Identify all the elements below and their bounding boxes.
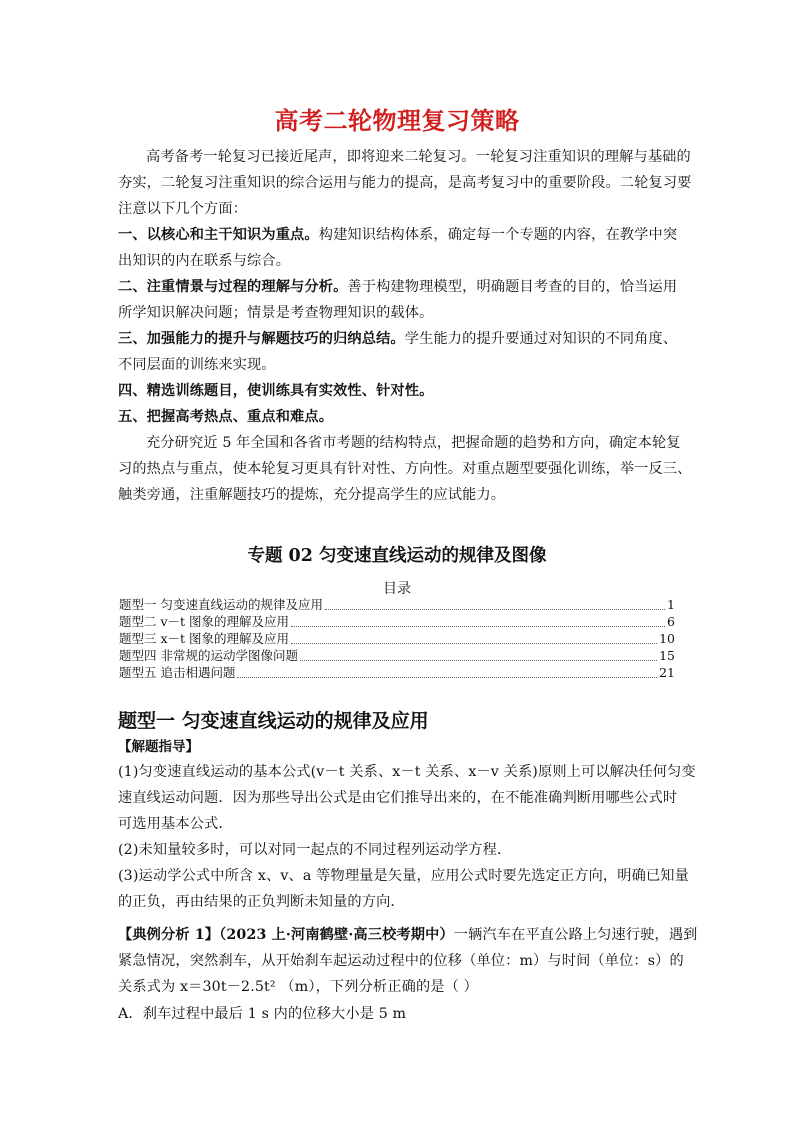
toc-leader [300,660,657,661]
toc-entry[interactable] [119,597,675,613]
guide-line: 可选用基本公式． [118,816,233,832]
toc-label: 题型四 非常规的运动学图像问题 [119,648,298,663]
section-title: 专题 02 匀变速直线运动的规律及图像 [247,546,547,566]
toc-label: 题型三 x－t 图象的理解及应用 [119,631,290,646]
point-text: 不同层面的训练来实现。 [118,357,276,373]
toc-heading: 目录 [383,581,411,597]
toc-page: 10 [659,631,675,646]
point-heading: 五、把握高考热点、重点和难点。 [118,409,334,425]
toc-leader [291,643,657,644]
example-tag: 【典例分析 1】（2023 上·河南鹤壁·高三校考期中） [118,927,454,943]
point-line [118,225,677,245]
toc-leader [237,677,657,678]
guide-line: 的正负，再由结果的正负判断未知量的方向． [118,894,405,910]
toc-label: 题型二 v－t 图象的理解及应用 [119,614,290,629]
toc-entry[interactable] [119,665,675,681]
point-text: 构建知识结构体系，确定每一个专题的内容，在教学中突 [318,227,678,243]
example-line [118,925,698,945]
closing-line: 触类旁通，注重解题技巧的提炼，充分提高学生的应试能力。 [118,487,506,503]
point-text: 出知识的内在联系与综合。 [118,253,291,269]
point-text: 善于构建物理模型，明确题目考查的目的，恰当运用 [347,279,678,295]
guide-line: (2)未知量较多时，可以对同一起点的不同过程列运动学方程． [118,842,512,858]
guide-tag: 【解题指导】 [118,739,199,755]
toc-leader [325,609,665,610]
guide-line: (1)匀变速直线运动的基本公式(v－t 关系、x－t 关系、x－v 关系)原则上可以解决任何匀变 [118,764,696,780]
answer-option-a[interactable]: A．刹车过程中最后 1 s 内的位移大小是 5 m [118,1006,407,1022]
toc-page: 1 [667,597,675,612]
point-line [118,407,333,427]
point-line [118,303,433,323]
question-type-heading: 题型一 匀变速直线运动的规律及应用 [118,710,429,732]
toc-entry[interactable] [119,648,675,664]
point-line [118,277,677,297]
point-heading: 四、精选训练题目，使训练具有实效性、针对性。 [118,383,434,399]
guide-line: (3)运动学公式中所含 x、v、a 等物理量是矢量，应用公式时要先选定正方向，明确已知量 [118,868,689,884]
example-line: 关系式为 x＝30t－2.5t² （m），下列分析正确的是（ ） [118,979,478,995]
toc-page: 21 [659,665,675,680]
point-line [118,381,433,401]
point-text: 所学知识解决问题；情景是考查物理知识的载体。 [118,305,434,321]
toc-entry[interactable] [119,614,675,630]
example-line: 紧急情况，突然刹车，从开始刹车起运动过程中的位移（单位：m）与时间（单位：s）的 [118,953,684,969]
toc-leader [291,626,665,627]
toc-page: 6 [667,614,675,629]
doc-title: 高考二轮物理复习策略 [274,107,520,135]
toc-page: 15 [659,648,675,663]
point-heading: 一、以核心和主干知识为重点。 [118,227,319,243]
guide-line: 速直线运动问题．因为那些导出公式是由它们推导出来的，在不能准确判断用哪些公式时 [118,790,678,806]
point-heading: 三、加强能力的提升与解题技巧的归纳总结。 [118,331,405,347]
toc-label: 题型五 追击相遇问题 [119,665,236,680]
point-heading: 二、注重情景与过程的理解与分析。 [118,279,348,295]
closing-line: 习的热点与重点，使本轮复习更具有针对性、方向性。对重点题型要强化训练，举一反三、 [118,461,692,477]
intro-line: 夯实，二轮复习注重知识的综合运用与能力的提高，是高考复习中的重要阶段。二轮复习要 [118,175,692,191]
point-line [118,355,276,375]
toc-label: 题型一 匀变速直线运动的规律及应用 [119,597,323,612]
closing-line: 充分研究近 5 年全国和各省市考题的结构特点，把握命题的趋势和方向，确定本轮复 [146,435,681,451]
point-line [118,329,677,349]
toc-entry[interactable] [119,631,675,647]
intro-line: 高考备考一轮复习已接近尾声，即将迎来二轮复习。一轮复习注重知识的理解与基础的 [146,149,691,165]
example-text: 一辆汽车在平直公路上匀速行驶，遇到 [453,927,698,943]
intro-line: 注意以下几个方面： [118,201,248,217]
point-line [118,251,290,271]
point-text: 学生能力的提升要通过对知识的不同角度、 [404,331,678,347]
